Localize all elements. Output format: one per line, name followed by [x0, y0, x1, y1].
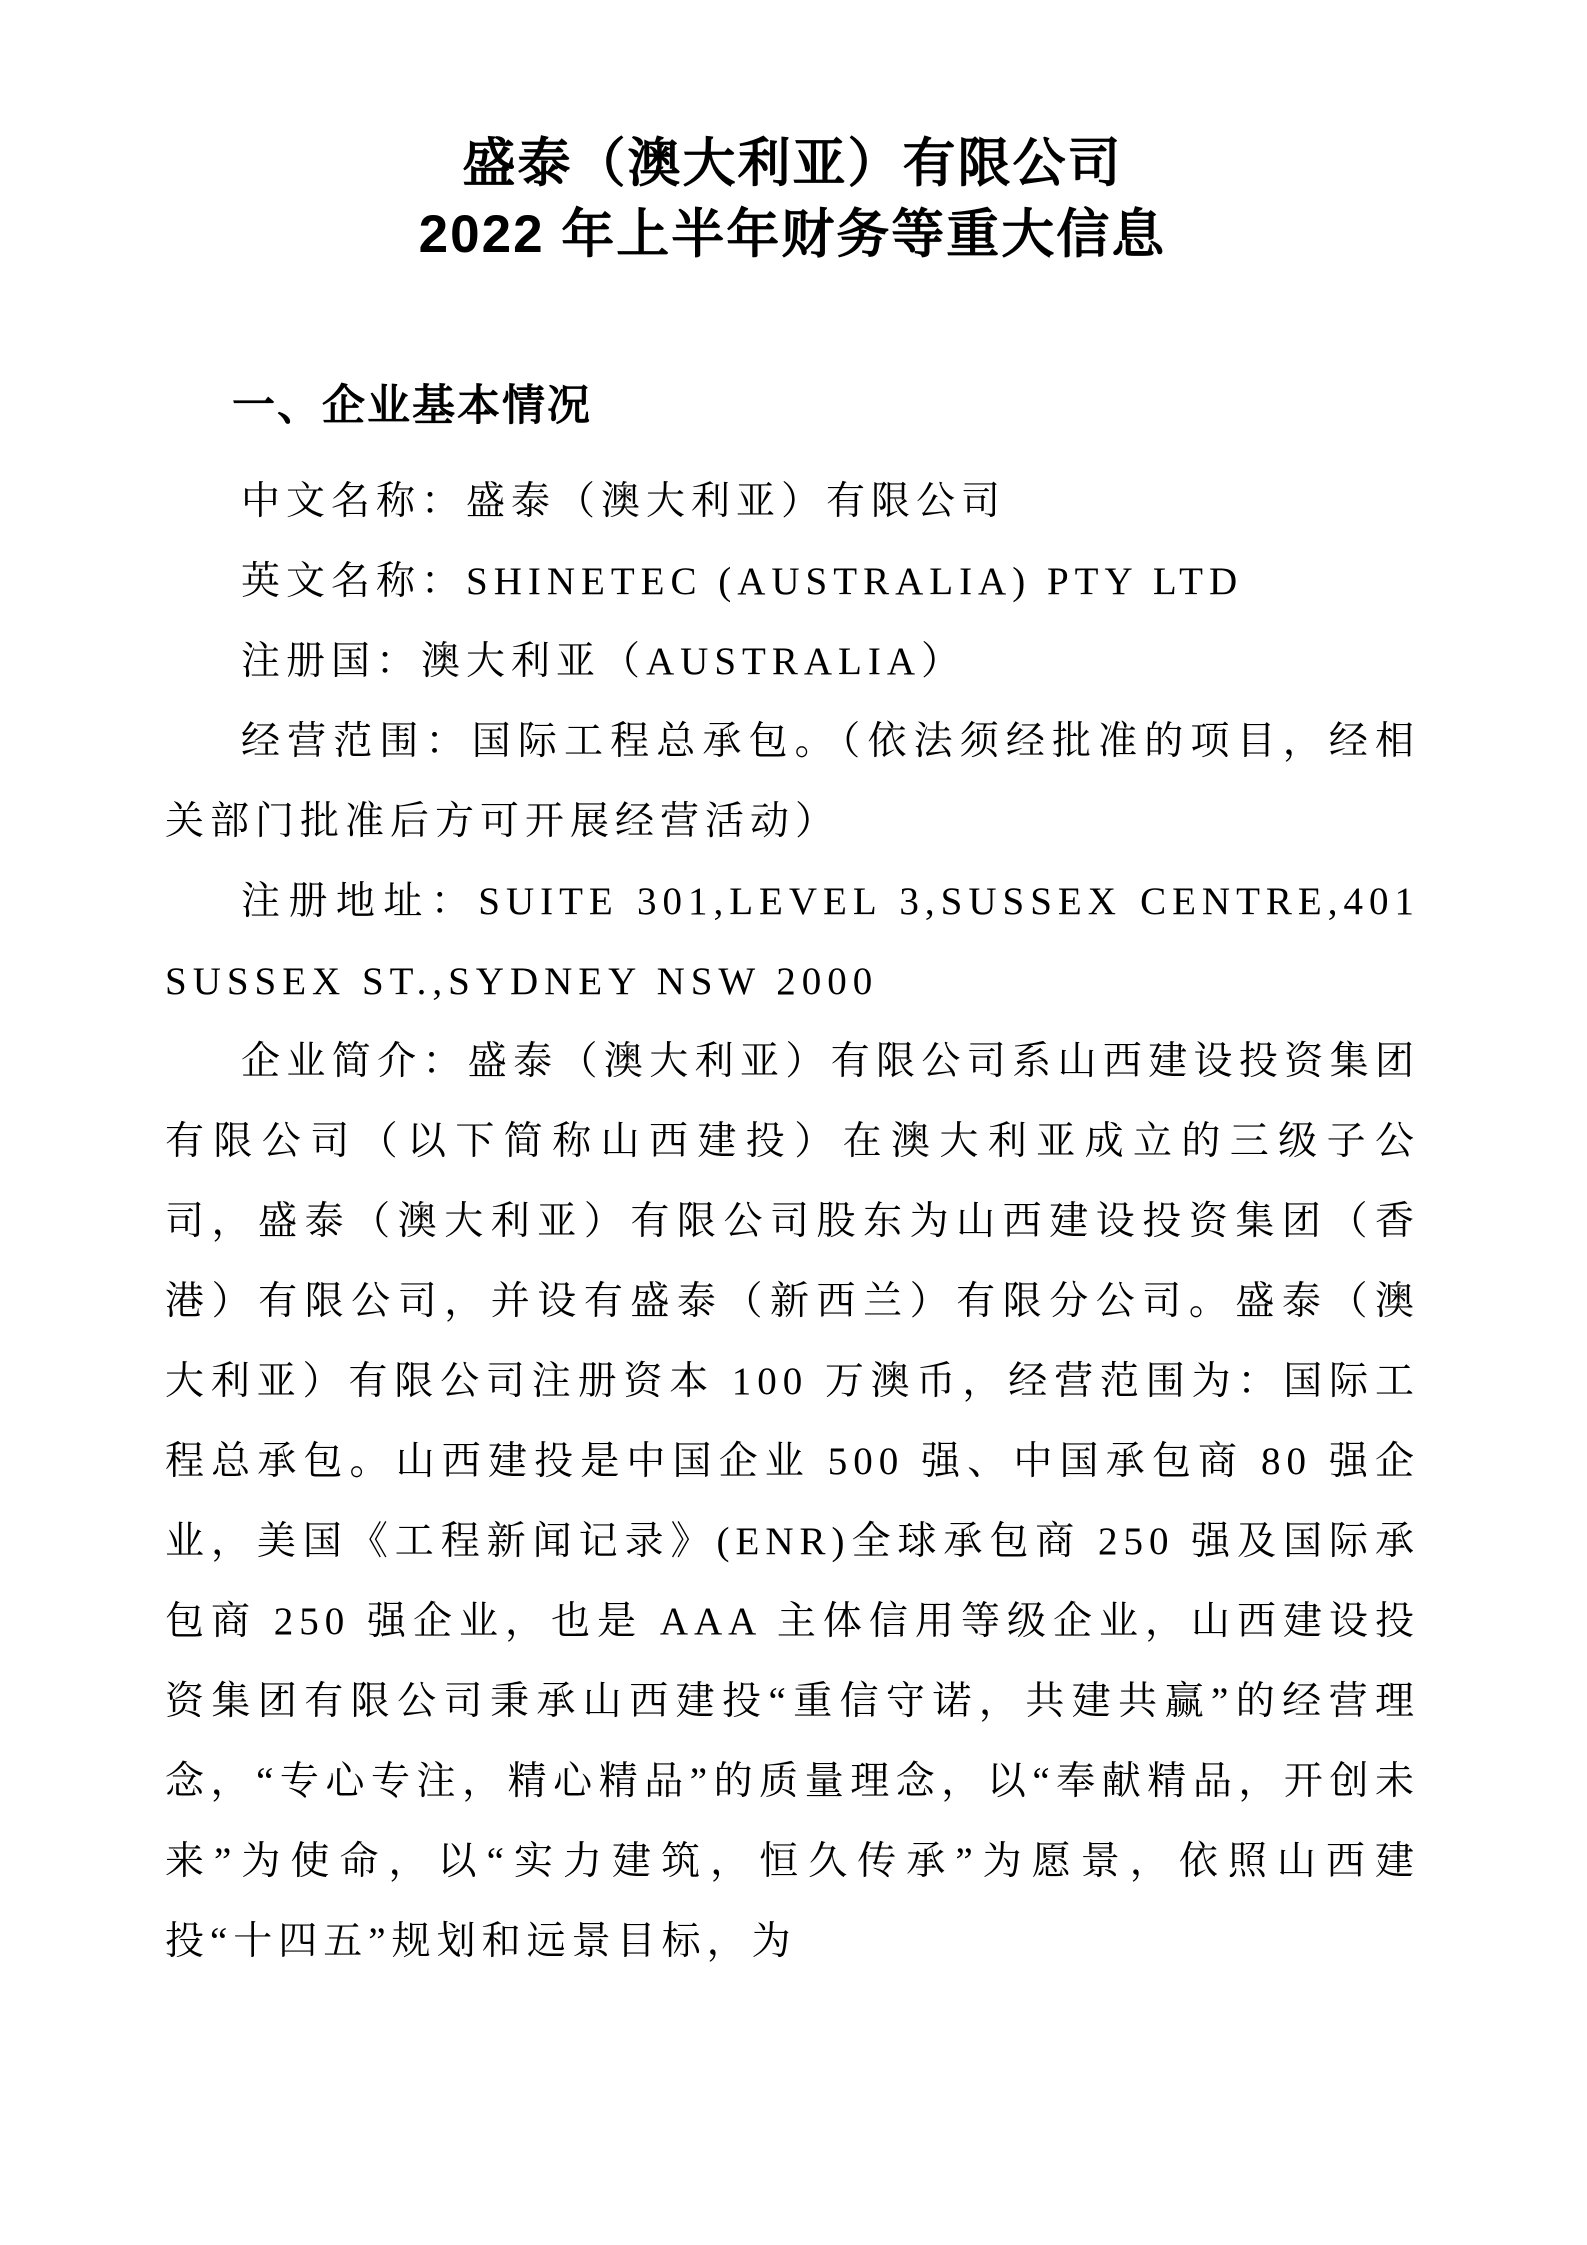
document-body	[165, 462, 1420, 1982]
section-heading-basic-info: 一、企业基本情况	[232, 382, 592, 430]
paragraph-company-profile: 企业简介：盛泰（澳大利亚）有限公司系山西建设投资集团有限公司（以下简称山西建投）在澳大利亚成立的三级子公司，盛泰（澳大利亚）有限公司股东为山西建设投资集团（香港）有限公司，并设有盛泰（新西兰）有限分公司。盛泰（澳大利亚）有限公司注册资本 100 万澳币，经营范围为：国际工程总承包。山西建投是中国企业 500 强、中国承包商 80 强企业，美国《工程新闻记录》(ENR)全球承包商 250 强及国际承包商 250 强企业，也是 AAA 主体信用等级企业，山西建设投资集团有限公司秉承山西建投“重信守诺，共建共赢”的经营理念，“专心专注，精心精品”的质量理念，以“奉献精品，开创未来”为使命，以“实力建筑，恒久传承”为愿景，依照山西建投“十四五”规划和远景目标，为	[165, 1040, 1420, 1963]
document-title-line1: 盛泰（澳大利亚）有限公司	[462, 134, 1123, 193]
paragraph-english-name: 英文名称：SHINETEC (AUSTRALIA) PTY LTD	[241, 560, 1244, 603]
document-title-line2: 2022 年上半年财务等重大信息	[418, 205, 1167, 264]
paragraph-chinese-name: 中文名称：盛泰（澳大利亚）有限公司	[241, 480, 1007, 523]
document-title	[165, 128, 1420, 270]
paragraph-business-scope: 经营范围：国际工程总承包。（依法须经批准的项目，经相关部门批准后方可开展经营活动）	[165, 720, 1420, 843]
paragraph-registered-address: 注册地址：SUITE 301,LEVEL 3,SUSSEX CENTRE,401 SUSSEX ST.,SYDNEY NSW 2000	[165, 880, 1420, 1003]
paragraph-registration-country: 注册国：澳大利亚（AUSTRALIA）	[241, 640, 966, 683]
